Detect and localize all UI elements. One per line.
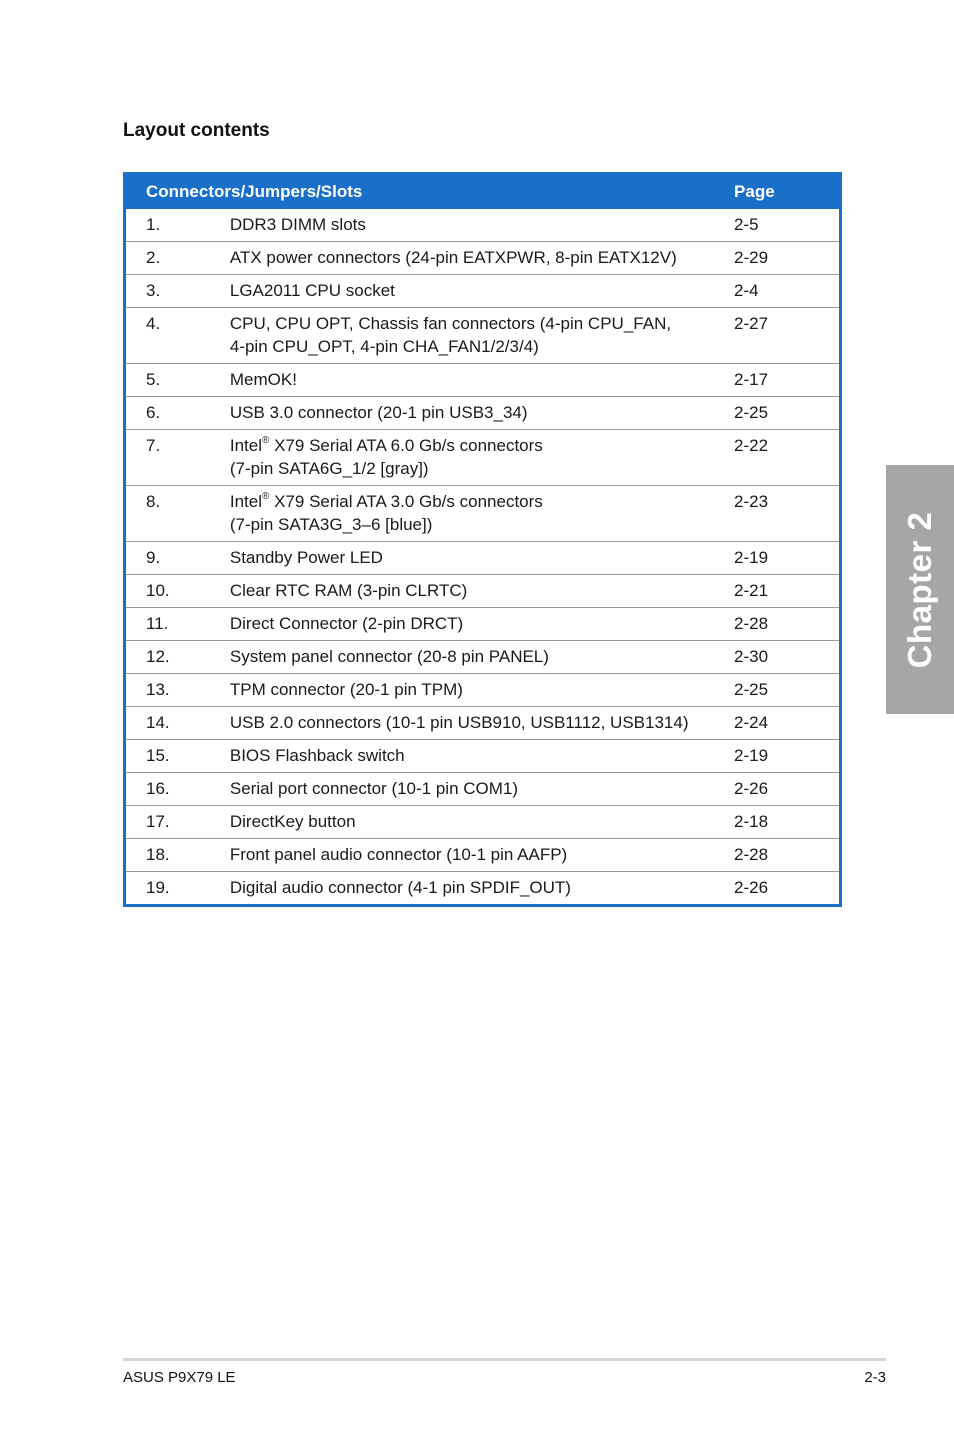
header-label: Connectors/Jumpers/Slots — [125, 174, 735, 210]
row-page: 2-4 — [734, 275, 840, 308]
table-row — [125, 641, 841, 674]
registered-mark: ® — [262, 491, 270, 503]
table-header-row — [125, 174, 841, 210]
table-row — [125, 608, 841, 641]
brand-name: Intel — [229, 492, 262, 511]
header-page: Page — [734, 174, 840, 210]
table-row — [125, 542, 841, 575]
row-number: 16. — [125, 773, 211, 806]
row-page: 2-29 — [734, 242, 840, 275]
table-row — [125, 209, 841, 242]
row-description: USB 3.0 connector (20-1 pin USB3_34) — [211, 397, 734, 430]
row-page: 2-5 — [734, 215, 759, 234]
row-number: 14. — [125, 707, 211, 740]
row-page: 2-26 — [734, 773, 840, 806]
table-row — [125, 740, 841, 773]
row-page: 2-28 — [734, 839, 840, 872]
row-description: Direct Connector (2-pin DRCT) — [211, 608, 734, 641]
row-number: 3. — [125, 275, 211, 308]
row-description — [211, 486, 734, 542]
row-description — [211, 308, 734, 364]
row-number: 7. — [125, 430, 211, 486]
row-page: 2-25 — [734, 674, 840, 707]
row-number: 6. — [125, 397, 211, 430]
row-page: 2-18 — [734, 806, 840, 839]
footer-rule — [123, 1358, 886, 1361]
row-page: 2-19 — [734, 740, 840, 773]
row-number: 8. — [125, 486, 211, 542]
row-description-line1 — [230, 434, 728, 457]
row-description-line2: (7-pin SATA3G_3–6 [blue]) — [229, 515, 433, 534]
row-description: Serial port connector (10-1 pin COM1) — [211, 773, 734, 806]
table-row — [125, 486, 841, 542]
row-page: 2-25 — [734, 397, 840, 430]
table-row — [125, 674, 841, 707]
row-number: 1. — [146, 215, 161, 234]
row-page: 2-22 — [734, 430, 840, 486]
row-description: System panel connector (20-8 pin PANEL) — [211, 641, 734, 674]
row-page: 2-24 — [734, 707, 840, 740]
table-row — [125, 397, 841, 430]
chapter-tab — [886, 465, 954, 714]
chapter-label: Chapter 2 — [901, 511, 938, 668]
row-number: 17. — [125, 806, 211, 839]
row-page: 2-21 — [734, 575, 840, 608]
row-number: 11. — [125, 608, 211, 641]
row-description: DirectKey button — [211, 806, 734, 839]
table-row — [125, 773, 841, 806]
row-page: 2-28 — [734, 608, 840, 641]
table-row — [125, 806, 841, 839]
row-description-line1 — [230, 490, 728, 513]
row-number: 4. — [125, 308, 211, 364]
row-number: 12. — [125, 641, 211, 674]
row-page: 2-23 — [734, 486, 840, 542]
row-page: 2-26 — [734, 872, 840, 906]
table-row — [125, 308, 841, 364]
row-description: ATX power connectors (24-pin EATXPWR, 8-pin EATX12V) — [211, 242, 734, 275]
table-row — [125, 707, 841, 740]
table-row — [125, 575, 841, 608]
table-row — [125, 872, 841, 906]
row-number: 2. — [125, 242, 211, 275]
row-number: 10. — [125, 575, 211, 608]
brand-name: Intel — [229, 436, 262, 455]
row-description: Standby Power LED — [211, 542, 734, 575]
footer-page-number: 2-3 — [864, 1369, 886, 1386]
footer-product-name: ASUS P9X79 LE — [123, 1369, 236, 1386]
row-description-line1: CPU, CPU OPT, Chassis fan connectors (4-pin CPU_FAN, — [229, 314, 672, 333]
layout-contents-table — [123, 172, 842, 907]
row-description: USB 2.0 connectors (10-1 pin USB910, USB1112, USB1314) — [211, 707, 734, 740]
row-description: LGA2011 CPU socket — [211, 275, 734, 308]
table-row — [125, 430, 841, 486]
row-description: TPM connector (20-1 pin TPM) — [211, 674, 734, 707]
row-page: 2-30 — [734, 641, 840, 674]
row-description: Front panel audio connector (10-1 pin AAFP) — [211, 839, 734, 872]
row-number: 5. — [125, 364, 211, 397]
row-description-line2: (7-pin SATA6G_1/2 [gray]) — [229, 459, 429, 478]
row-number: 18. — [125, 839, 211, 872]
registered-mark: ® — [262, 435, 270, 447]
row-description: Clear RTC RAM (3-pin CLRTC) — [211, 575, 734, 608]
table-row — [125, 839, 841, 872]
row-number: 15. — [125, 740, 211, 773]
row-description: BIOS Flashback switch — [211, 740, 734, 773]
row-number: 13. — [125, 674, 211, 707]
row-description: MemOK! — [211, 364, 734, 397]
row-description-text: X79 Serial ATA 3.0 Gb/s connectors — [269, 492, 543, 511]
table-row — [125, 242, 841, 275]
table-row — [125, 275, 841, 308]
row-description — [211, 430, 734, 486]
row-page: 2-27 — [734, 308, 840, 364]
row-description: DDR3 DIMM slots — [229, 215, 366, 234]
row-number: 9. — [125, 542, 211, 575]
row-page: 2-19 — [734, 542, 840, 575]
row-description-line2: 4-pin CPU_OPT, 4-pin CHA_FAN1/2/3/4) — [229, 337, 539, 356]
row-number: 19. — [125, 872, 211, 906]
section-title: Layout contents — [123, 120, 270, 141]
row-description: Digital audio connector (4-1 pin SPDIF_OUT) — [211, 872, 734, 906]
row-description-text: X79 Serial ATA 6.0 Gb/s connectors — [269, 436, 543, 455]
table-row — [125, 364, 841, 397]
row-page: 2-17 — [734, 364, 840, 397]
